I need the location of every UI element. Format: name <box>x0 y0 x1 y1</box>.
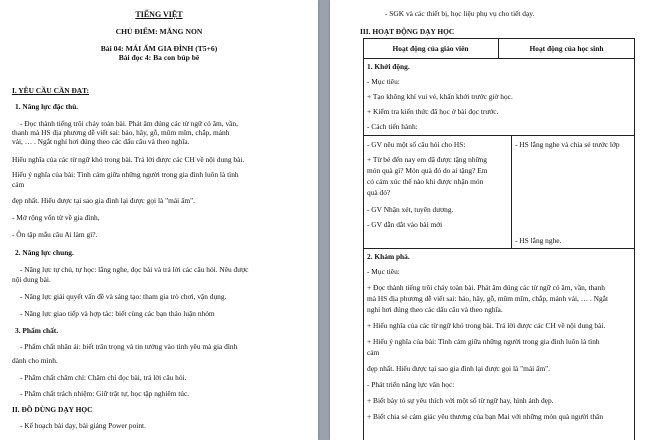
table-cell-line: + Kiểm tra kiến thức đã học ở bài đọc trước. <box>367 107 499 116</box>
paragraph-line: Hiểu ý nghĩa của bài: Tình cảm giữa những người trong gia đình luôn là tình <box>12 170 239 179</box>
table-border <box>363 38 364 440</box>
column-header-student: Hoạt động của học sinh <box>529 44 604 53</box>
table-cell-line: nghỉ hơi đúng theo các dấu câu và theo nghĩa. <box>367 305 503 314</box>
theme-heading: CHỦ ĐIỂM: MĂNG NON <box>115 27 203 36</box>
table-cell-line: - Phát triển năng lực văn học: <box>367 380 455 389</box>
subsection-qualities: 3. Phẩm chất. <box>15 326 59 335</box>
table-cell-line: - Mục tiêu: <box>367 267 400 276</box>
paragraph-line: - Năng lực tự chủ, tự học: lắng nghe, đọc bài và trả lời các câu hỏi. Nêu được <box>20 265 249 274</box>
paragraph-line: - Phẩm chất trách nhiệm: Giữ trật tự, học tập nghiêm túc. <box>20 389 190 398</box>
reading-heading: Bài đọc 4: Ba con búp bê <box>118 53 200 62</box>
table-cell-line: - Mục tiêu: <box>367 77 400 86</box>
paragraph-line: - Năng lực giao tiếp và hợp tác: biết cùng các bạn thảo luận nhóm <box>20 309 215 318</box>
paragraph-line: vải, … . Ngắt nghỉ hơi đúng theo các dấu câu và theo nghĩa. <box>12 137 190 146</box>
table-border <box>634 38 635 440</box>
table-cell-line: + Hiểu ý nghĩa của bài: Tình cảm giữa những người trong gia đình luôn là tình <box>367 337 600 346</box>
subsection-general-competence: 2. Năng lực chung. <box>15 248 74 257</box>
paragraph-line: - Đọc thành tiếng trôi chảy toàn bài. Phát âm đúng các từ ngữ có âm, vần, <box>20 119 238 128</box>
section-requirements: I. YÊU CẦU CẦN ĐẠT: <box>12 86 89 95</box>
column-header-teacher: Hoạt động của giáo viên <box>392 44 469 53</box>
table-border <box>363 135 635 136</box>
table-cell-line: - GV nêu một số câu hỏi cho HS: <box>367 140 466 149</box>
paragraph-line: thanh mà HS địa phương dễ viết sai: bảo, hãy, gỗ, mũm mĩm, chắp, mảnh <box>12 128 230 137</box>
paragraph-line: cảm <box>12 180 25 189</box>
paragraph-line: - Phẩm chất chăm chỉ: Chăm chỉ đọc bài, trả lời câu hỏi. <box>20 373 187 382</box>
lesson-heading: Bài 04: MÁI ẤM GIA ĐÌNH (T5+6) <box>100 44 218 53</box>
paragraph-line: - Phẩm chất nhân ái: biết trân trọng và tin tưởng vào tình yêu mà gia đình <box>20 342 238 351</box>
table-cell-line: có cảm xúc thế nào khi được nhận món <box>367 177 484 186</box>
table-cell-line: - GV Nhận xét, tuyên dương. <box>367 205 454 214</box>
section-materials: II. ĐỒ DÙNG DẠY HỌC <box>12 405 93 414</box>
activity-explore-title: 2. Khám phá. <box>367 252 410 261</box>
table-cell-line: - Cách tiến hành: <box>367 122 418 131</box>
document-page-right <box>330 0 650 440</box>
subject-heading: TIẾNG VIỆT <box>135 10 183 19</box>
table-cell-line: + Đọc thành tiếng trôi chảy toàn bài. Phát âm đúng các từ ngữ có âm, vần, thanh <box>367 283 605 292</box>
paragraph-line: dành cho mình. <box>12 356 58 365</box>
table-cell-line: + Hiểu nghĩa của các từ ngữ khó trong bài. Trả lời được các CH về nội dung bài. <box>367 321 606 330</box>
table-cell-line: + Tạo không khí vui vẻ, khấn khởi trước giờ học. <box>367 92 513 101</box>
subsection-specific-competence: 1. Năng lực đặc thù. <box>15 102 79 111</box>
paragraph-line: - Kế hoạch bài dạy, bài giảng Power point. <box>20 421 146 430</box>
table-cell-line: đẹp nhất. Hiểu được tại sao gia đình lại được gọi là "mái ấm". <box>367 364 550 373</box>
paragraph-line: nội dung bài. <box>12 275 51 284</box>
table-cell-line: + Biết chia sẻ cảm giác yêu thương của bạn Mai với những món quà người thân <box>367 412 604 421</box>
table-cell-line: - HS lắng nghe và chia sẻ trước lớp <box>515 140 620 149</box>
paragraph-line: đẹp nhất. Hiểu được tại sao gia đình lại được gọi là "mái ấm". <box>12 196 195 205</box>
paragraph-line: - Năng lực giải quyết vấn đề và sáng tạo: tham gia trò chơi, vận dụng. <box>20 292 227 301</box>
table-cell-line: - GV dẫn dắt vào bài mới <box>367 220 443 229</box>
table-cell-line: món quà gì? Món quà đó do ai tặng? Em <box>367 166 488 175</box>
table-border <box>363 38 635 39</box>
section-activities: III. HOẠT ĐỘNG DẠY HỌC <box>360 27 455 36</box>
table-cell-line: + Biết bày tỏ sự yêu thích với một số từ ngữ hay, hình ảnh đẹp. <box>367 396 554 405</box>
table-cell-line: - HS lắng nghe. <box>515 236 562 245</box>
table-cell-line: quà đó? <box>367 188 391 197</box>
table-cell-line: mà HS địa phương dễ viết sai: bảo, hãy, gỗ, mũm mĩm, chắp, mảnh vải, … . Ngắt <box>367 294 609 303</box>
document-page-left <box>0 0 318 440</box>
paragraph-line: - Ôn tập mẫu câu Ai làm gì?. <box>12 230 98 239</box>
table-cell-line: cảm <box>367 348 380 357</box>
table-border <box>363 58 635 59</box>
paragraph-line: - Mở rộng vốn từ về gia đình, <box>12 213 100 222</box>
table-border <box>511 135 512 249</box>
paragraph-line: - SGK và các thiết bị, học liệu phụ vụ cho tiết dạy. <box>385 9 535 18</box>
table-cell-line: + Từ bé đến nay em đã được tặng những <box>367 155 487 164</box>
activity-warmup-title: 1. Khởi động. <box>367 62 410 71</box>
table-border <box>363 248 635 249</box>
paragraph-line: Hiểu nghĩa của các từ ngữ khó trong bài. Trả lời được các CH về nội dung bài. <box>12 155 245 164</box>
